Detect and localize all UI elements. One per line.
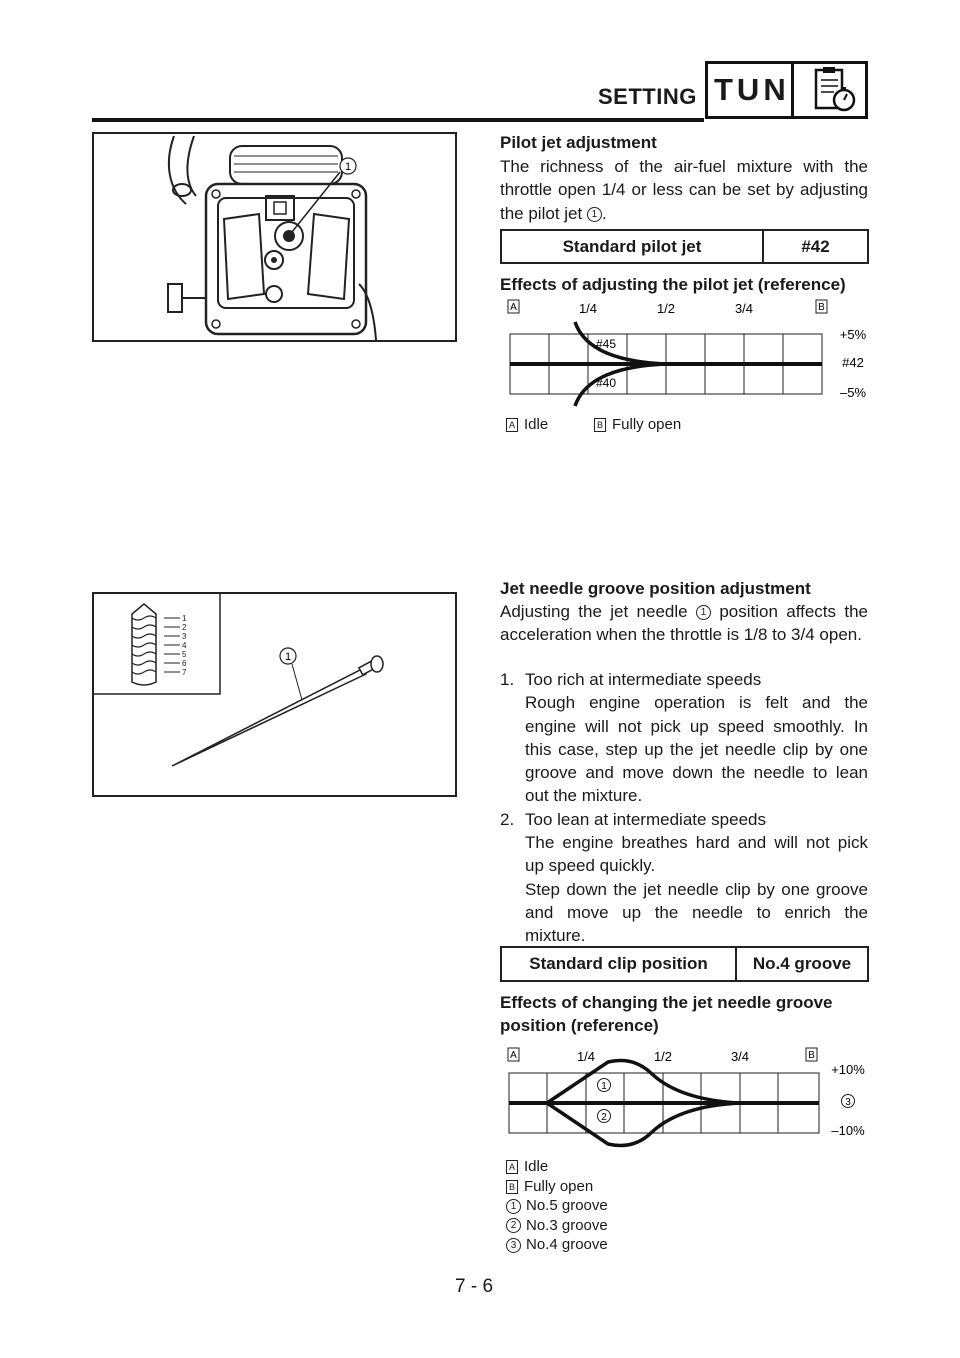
marker-a: A bbox=[510, 1050, 517, 1061]
pilot-jet-paragraph bbox=[500, 155, 868, 225]
needle-text-pre: Adjusting the jet needle bbox=[500, 602, 696, 621]
spec-value: No.4 groove bbox=[752, 954, 852, 973]
legend-key: B bbox=[506, 1180, 518, 1194]
legend-key: 3 bbox=[506, 1238, 521, 1253]
needle-callout: 1 bbox=[284, 651, 292, 663]
legend-item bbox=[506, 1216, 608, 1236]
groove-number: 5 bbox=[182, 650, 187, 659]
needle-chart-title-line1: Effects of changing the jet needle groove bbox=[500, 993, 833, 1012]
right-label: –10% bbox=[831, 1123, 865, 1138]
legend-item bbox=[506, 1196, 608, 1216]
legend-key: B bbox=[594, 418, 606, 432]
spec-label: Standard pilot jet bbox=[502, 231, 764, 262]
step-item bbox=[500, 808, 868, 948]
jet-needle-drawing bbox=[94, 594, 455, 795]
legend-key: A bbox=[506, 418, 518, 432]
pilot-chart-title: Effects of adjusting the pilot jet (reference) bbox=[500, 275, 846, 294]
marker-b: B bbox=[818, 302, 825, 313]
right-label: 3 bbox=[845, 1097, 851, 1108]
legend-text: Fully open bbox=[612, 416, 682, 433]
marker-b: B bbox=[808, 1050, 815, 1061]
section-title: SETTING bbox=[598, 84, 697, 109]
legend-key: 1 bbox=[506, 1199, 521, 1214]
pilot-legend-a bbox=[506, 416, 548, 433]
legend-text: Fully open bbox=[524, 1177, 594, 1195]
groove-number: 1 bbox=[182, 614, 187, 623]
needle-chart-title-line2: position (reference) bbox=[500, 1016, 659, 1035]
curve-label: 1 bbox=[601, 1081, 607, 1092]
right-label: –5% bbox=[839, 385, 867, 400]
legend-text: No.3 groove bbox=[526, 1216, 608, 1234]
needle-paragraph bbox=[500, 600, 868, 647]
step-body: The engine breathes hard and will not pick up speed quickly. bbox=[525, 833, 868, 876]
step-body: Rough engine operation is felt and the engine will not pick up speed smoothly. In this case, step up the jet needle clip by one groove and move down the needle to lean out the mixture. bbox=[525, 693, 868, 806]
pilot-jet-chart bbox=[500, 296, 870, 408]
spec-value: #42 bbox=[801, 236, 830, 256]
tick-label: 1/4 bbox=[576, 1049, 596, 1064]
tick-label: 1/4 bbox=[578, 301, 598, 316]
section-code-divider bbox=[791, 61, 794, 119]
legend-item bbox=[506, 1177, 608, 1197]
step-number: 1. bbox=[500, 670, 515, 689]
groove-number: 7 bbox=[182, 668, 187, 677]
legend-text: Idle bbox=[524, 416, 549, 433]
step-title: Too rich at intermediate speeds bbox=[525, 670, 762, 689]
curve-label: #45 bbox=[595, 337, 617, 351]
legend-item bbox=[506, 1235, 608, 1255]
legend-key: A bbox=[506, 1160, 518, 1174]
right-label: +10% bbox=[831, 1062, 865, 1077]
groove-number: 3 bbox=[182, 632, 187, 641]
carburetor-figure bbox=[92, 132, 457, 342]
groove-number: 2 bbox=[182, 623, 187, 632]
tick-label: 3/4 bbox=[734, 301, 754, 316]
needle-legend bbox=[506, 1157, 608, 1255]
right-label: #42 bbox=[842, 355, 864, 370]
section-code: TUN bbox=[714, 72, 790, 107]
pilot-text-post: . bbox=[601, 203, 607, 223]
needle-heading: Jet needle groove position adjustment bbox=[500, 579, 811, 598]
spec-label: Standard clip position bbox=[502, 948, 737, 980]
legend-text: Idle bbox=[524, 1158, 549, 1175]
legend-text: No.5 groove bbox=[526, 1197, 608, 1214]
legend-item bbox=[506, 1157, 608, 1177]
step-number: 2. bbox=[500, 809, 515, 829]
pilot-legend-b bbox=[594, 416, 681, 433]
pilot-text-pre: The richness of the air-fuel mixture with the throttle open 1/4 or less can be set by adjusting the pilot jet bbox=[500, 157, 868, 223]
pilot-jet-heading: Pilot jet adjustment bbox=[500, 133, 657, 152]
legend-text: No.4 groove bbox=[526, 1236, 608, 1253]
step-title: Too lean at intermediate speeds bbox=[525, 809, 766, 829]
tick-label: 1/2 bbox=[653, 1049, 673, 1064]
pilot-jet-spec-table bbox=[500, 229, 869, 264]
carburetor-drawing bbox=[94, 134, 455, 340]
groove-number: 6 bbox=[182, 659, 187, 668]
right-label: +5% bbox=[839, 327, 867, 342]
needle-spec-table bbox=[500, 946, 869, 982]
marker-a: A bbox=[510, 302, 517, 313]
tick-label: 3/4 bbox=[730, 1049, 750, 1064]
needle-text-post: position affects the acceleration when the throttle is 1/8 to 3/4 open. bbox=[500, 602, 869, 645]
pilot-jet-ref: 1 bbox=[587, 207, 602, 222]
groove-number: 4 bbox=[182, 641, 187, 650]
clipboard-stopwatch-icon bbox=[808, 66, 860, 114]
tick-label: 1/2 bbox=[656, 301, 676, 316]
legend-key: 2 bbox=[506, 1218, 521, 1233]
needle-groove-chart bbox=[500, 1044, 870, 1150]
step-body: Step down the jet needle clip by one groove and move up the needle to enrich the mixture. bbox=[525, 879, 868, 946]
curve-label: 2 bbox=[601, 1112, 607, 1123]
page-number: 7 - 6 bbox=[455, 1276, 494, 1297]
header-rule bbox=[92, 118, 704, 122]
curve-label: #40 bbox=[595, 376, 617, 390]
jet-needle-figure bbox=[92, 592, 457, 797]
needle-steps bbox=[500, 668, 868, 948]
step-item bbox=[500, 668, 868, 808]
carburetor-callout: 1 bbox=[344, 161, 352, 173]
needle-ref: 1 bbox=[696, 605, 711, 620]
